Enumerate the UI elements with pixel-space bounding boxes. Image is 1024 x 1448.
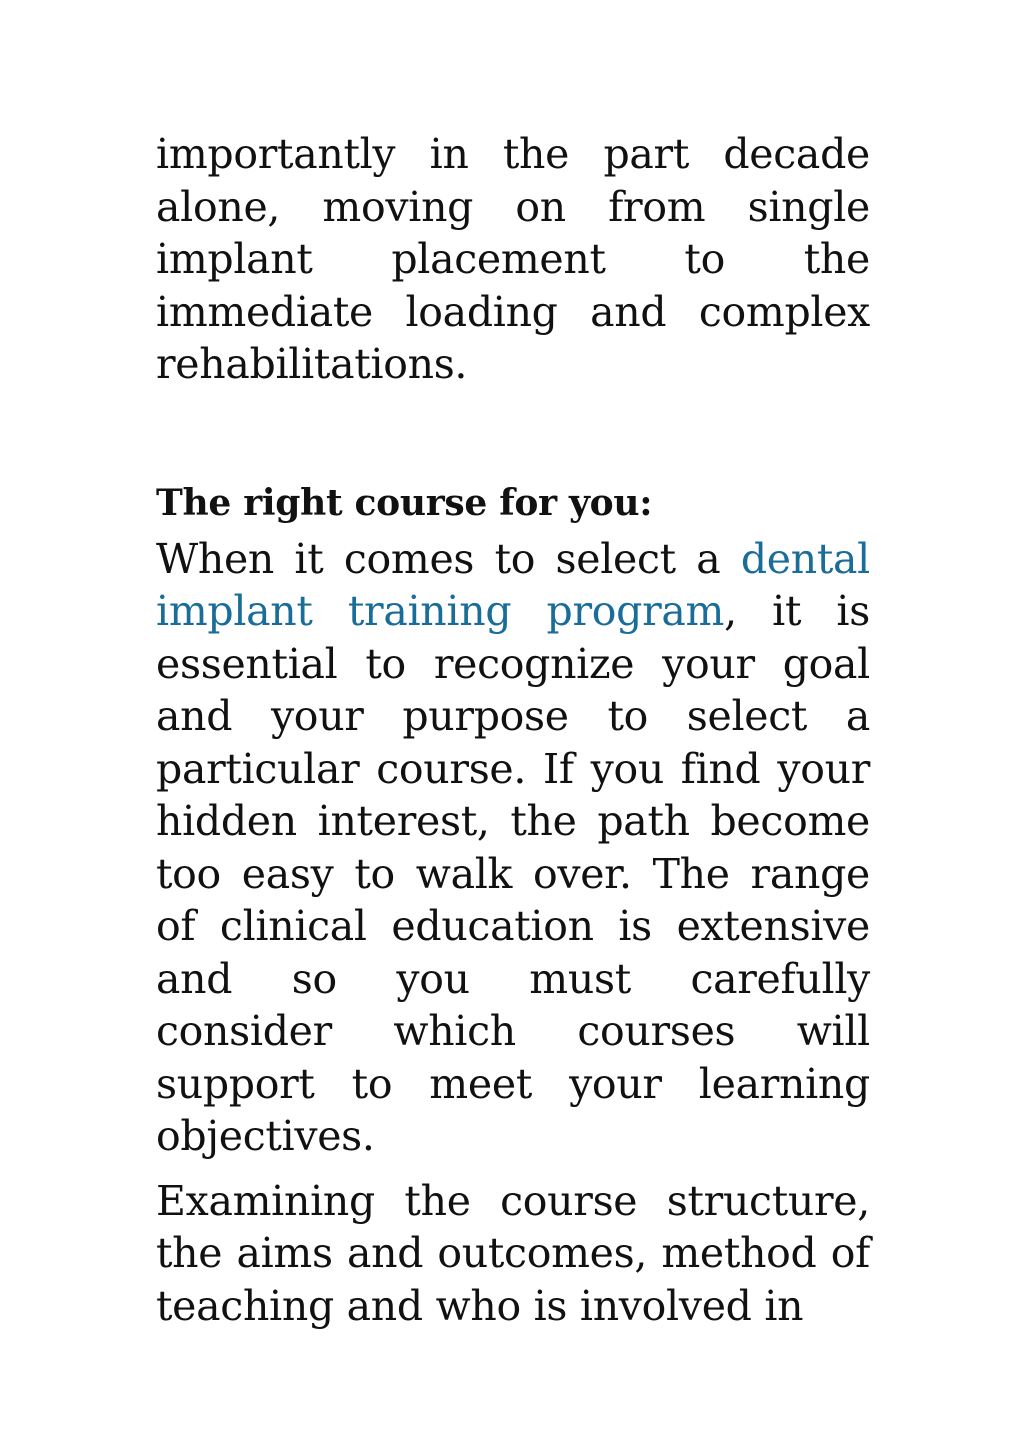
section-heading: The right course for you: — [156, 481, 653, 524]
paragraph-course-selection-text-after: , it is essential to recognize your goal and your purpose to select a particular course. If you find your hidden interest, the path become too easy to walk over. The range of clinical education is extensive and so you must carefully consider which courses will support to meet your learning objectives. — [156, 587, 870, 1160]
paragraph-course-structure: Examining the course structure, the aims and outcomes, method of teaching and who is involved in — [156, 1176, 870, 1330]
paragraph-course-selection-text-before: When it comes to select a — [156, 534, 741, 583]
dental-implant-training-link[interactable]: dental implant training program — [156, 534, 870, 635]
paragraph-intro-continuation: importantly in the part decade alone, moving on from single implant placement to the immediate loading and complex rehabilitations. — [156, 130, 870, 388]
paragraph-course-selection — [156, 533, 870, 1163]
document-page — [156, 128, 870, 1332]
